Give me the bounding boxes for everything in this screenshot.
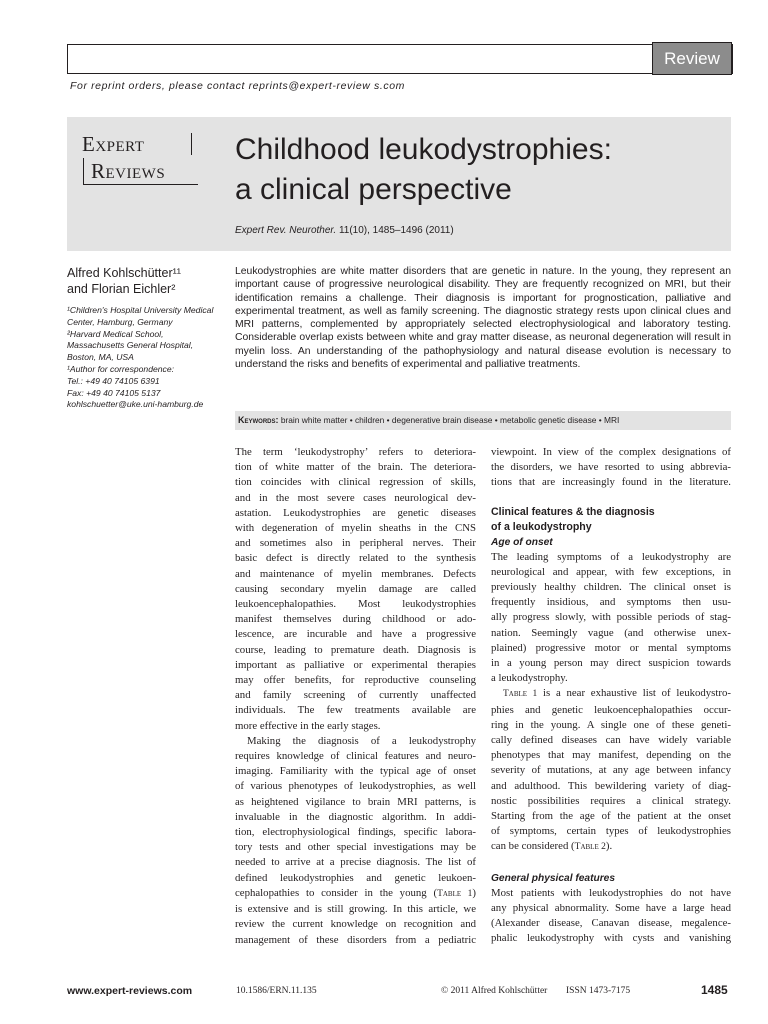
text-line: and family screening of currently unaffected: [235, 689, 476, 702]
affiliation-line: ¹Author for correspondence:: [67, 363, 175, 374]
text-line: plained) progressive motor or mental symptoms: [491, 641, 731, 654]
text-line: a leukodystrophy.: [491, 672, 568, 685]
body-column-right: [491, 445, 731, 946]
table-ref-link[interactable]: Table 1: [437, 888, 473, 899]
header-frame: [67, 44, 733, 74]
text-line: lescence, are incurable and have a progressive: [235, 628, 476, 641]
text-line: of symptoms, certain types of leukodystrophies: [491, 825, 731, 838]
text-line: basic defect is directly related to the synthesis: [235, 552, 476, 565]
author-line2: and Florian Eichler²: [67, 282, 176, 296]
text-line: of various phenotypes of leukodystrophies, as well: [235, 780, 476, 793]
table-ref-link[interactable]: Table 2: [574, 842, 606, 853]
text-line: [235, 886, 476, 902]
text-line: tion coincides with clinical regression of skills,: [235, 476, 476, 489]
text-line: ally progress slowly, with possible periods of stag-: [491, 611, 731, 624]
text-line: and sometimes also in peripheral nerves. Their: [235, 537, 476, 550]
affiliations: [67, 305, 232, 411]
text-line: requires knowledge of clinical features and neuro-: [235, 750, 476, 763]
paragraph: [235, 445, 476, 734]
text-line: tory tests and other special investigations may be: [235, 841, 476, 854]
text-line: nation. Seemingly vague (and otherwise unex-: [491, 626, 731, 639]
text-line: defined leukodystrophies and genetic leukoen-: [235, 871, 476, 884]
text-fragment: ).: [605, 840, 613, 853]
affiliation-line: Center, Hamburg, Germany: [67, 316, 173, 327]
text-line: in a young person may direct suspicion towards: [491, 657, 731, 670]
text-line: tion of white matter of the brain. The deteriora-: [235, 461, 476, 474]
page-number: 1485: [701, 983, 728, 997]
text-line: phenotypes that may manifest, depending on the: [491, 749, 731, 762]
text-line: causing secondary myelin damage are called: [235, 582, 476, 595]
paragraph: [491, 686, 731, 855]
text-line: needed to arrive at a precise diagnosis. The list of: [235, 856, 476, 869]
text-line: previously healthy children. The clinical onset is: [491, 581, 731, 594]
paragraph: [235, 734, 476, 948]
text-line: with degeneration of myelin sheaths in the CNS: [235, 522, 476, 535]
text-line: individuals. The few treatments available are: [235, 704, 476, 717]
text-line: Making the diagnosis of a leukodystrophy: [247, 734, 476, 747]
text-fragment: ): [472, 886, 476, 899]
text-line: any physical abnormality. Some have a large head: [491, 901, 731, 914]
text-line: as heightened vigilance to brain MRI patterns, is: [235, 795, 476, 808]
journal-name: Expert Rev. Neurother.: [235, 225, 337, 236]
text-line: Most patients with leukodystrophies do not have: [491, 886, 731, 899]
text-line: ring in the young. A single one of these geneti-: [491, 718, 731, 731]
correspondence-email: kohlschuetter@uke.uni-hamburg.de: [67, 399, 204, 410]
keywords-text: brain white matter • children • degenerative brain disease • metabolic genetic disease • MRI: [280, 415, 620, 425]
text-line: review the current knowledge on recognition and: [235, 918, 476, 931]
affiliation-line: ¹Children's Hospital University Medical: [67, 305, 214, 315]
abstract: Leukodystrophies are white matter disorders that are genetic in nature. In the young, they represent an important cause of progressive neurological disability. They are frequently recognized on MRI, but their identification remains a challenge. Their diagnosis is important for prognostication, palliative and experimental treatment, as well as family screening. The diagnostic strategy rests upon clinical clues and MRI patterns, complemented by appropriately selected electrophysiological and laboratory testing. Considerable overlap exists between white and gray matter disease, as neuronal degeneration will result in myelin loss. An understanding of the pathophysiology and natural disease evolution is necessary to understand the risks and benefits of experimental and palliative treatments.: [235, 266, 731, 371]
text-line: [491, 839, 731, 855]
section-heading: Clinical features & the diagnosis: [491, 505, 655, 518]
footer-issn: ISSN 1473-7175: [566, 986, 631, 996]
paragraph: [491, 550, 731, 687]
reprint-notice: For reprint orders, please contact reprints@expert-review s.com: [70, 80, 405, 92]
text-line: management of these disorders from a pediatric: [235, 933, 476, 946]
text-line: important as palliative or experimental therapies: [235, 658, 476, 671]
text-line: and in the most severe cases neurological dev-: [235, 491, 476, 504]
footer-doi: 10.1586/ERN.11.135: [236, 986, 317, 996]
keywords-label: Keywords:: [238, 415, 279, 425]
author-line1: Alfred Kohlschütter¹¹: [67, 266, 181, 280]
text-line: phies and genetic leukoencephalopathies occur-: [491, 703, 731, 716]
text-line: nostic possibilities requires a clinical strategy.: [491, 794, 731, 807]
text-fragment: can be considered (: [491, 840, 575, 853]
keywords-bar: [235, 411, 731, 430]
subsection-heading: Age of onset: [491, 536, 553, 548]
citation: [235, 225, 454, 236]
affiliation-line: Tel.: +49 40 74105 6391: [67, 375, 160, 386]
article-title: [235, 130, 715, 210]
text-line: and maintenance of myelin membranes. Defects: [235, 567, 476, 580]
paragraph: [491, 886, 731, 947]
text-line: may offer benefits, for reproductive counseling: [235, 674, 476, 687]
title-line1: Childhood leukodystrophies:: [235, 133, 612, 166]
text-line: The leading symptoms of a leukodystrophy are: [491, 550, 731, 563]
text-line: severity of mutations, at any age between infancy: [491, 764, 731, 777]
affiliation-line: Boston, MA, USA: [67, 352, 134, 363]
text-line: more effective in the early stages.: [235, 719, 381, 732]
text-line: neurological and appear, with few exceptions, in: [491, 565, 731, 578]
text-line: tions that are increasingly found in the literature.: [491, 476, 731, 489]
logo-line1: Expert: [82, 132, 145, 156]
text-line: tion, electrophysiological findings, specific labora-: [235, 826, 476, 839]
journal-volume: 11(10), 1485–1496 (2011): [338, 225, 454, 236]
text-line: astation. Leukodystrophies are genetic diseases: [235, 506, 476, 519]
text-line: course, leading to premature death. Diagnosis is: [235, 643, 476, 656]
text-line: The term ‘leukodystrophy’ refers to deteriora-: [235, 446, 476, 458]
table-ref-link[interactable]: Table 1: [503, 689, 538, 700]
expert-reviews-logo: [79, 131, 197, 189]
paragraph: [491, 445, 731, 491]
text-line: cally defined diseases can have widely variable: [491, 734, 731, 747]
text-line: [491, 686, 731, 702]
text-line: leukoencephalopathies. Most leukodystrophies: [235, 598, 476, 611]
text-line: Starting from the age of the patient at the onset: [491, 810, 731, 823]
text-line: and adulthood. This bewildering variety of diag-: [491, 779, 731, 792]
text-line: invaluable in the diagnostic algorithm. In addi-: [235, 810, 476, 823]
title-line2: a clinical perspective: [235, 173, 512, 206]
affiliation-line: ²Harvard Medical School,: [67, 328, 164, 339]
footer-website-link[interactable]: www.expert-reviews.com: [67, 985, 193, 997]
text-line: the disorders, we have resorted to using abbrevia-: [491, 461, 731, 474]
section-heading: of a leukodystrophy: [491, 520, 592, 533]
affiliation-line: Fax: +49 40 74105 5137: [67, 387, 161, 398]
author-names: [67, 265, 227, 297]
text-line: viewpoint. In view of the complex designations of: [491, 446, 731, 458]
logo-line2: Reviews: [91, 159, 166, 183]
text-line: phalic leukodystrophy with cysts and vanishing: [491, 932, 731, 945]
body-column-left: [235, 445, 476, 948]
text-line: imaging. Familiarity with the typical age of onset: [235, 765, 476, 778]
affiliation-line: Massachusetts General Hospital,: [67, 340, 194, 351]
text-fragment: is a near exhaustive list of leukodystro-: [537, 687, 731, 700]
text-line: manifest themselves during childhood or ado-: [235, 613, 476, 626]
text-line: frequently insidious, and symptoms then usu-: [491, 596, 731, 609]
text-fragment: cephalopathies to consider in the young (: [235, 886, 438, 899]
footer-copyright: © 2011 Alfred Kohlschütter: [441, 986, 548, 996]
subsection-heading: General physical features: [491, 872, 616, 884]
text-line: (Alexander disease, Canavan disease, megalence-: [491, 917, 731, 930]
text-line: is extensive and is still growing. In this article, we: [235, 903, 476, 916]
section-tab-review: Review: [652, 42, 732, 75]
